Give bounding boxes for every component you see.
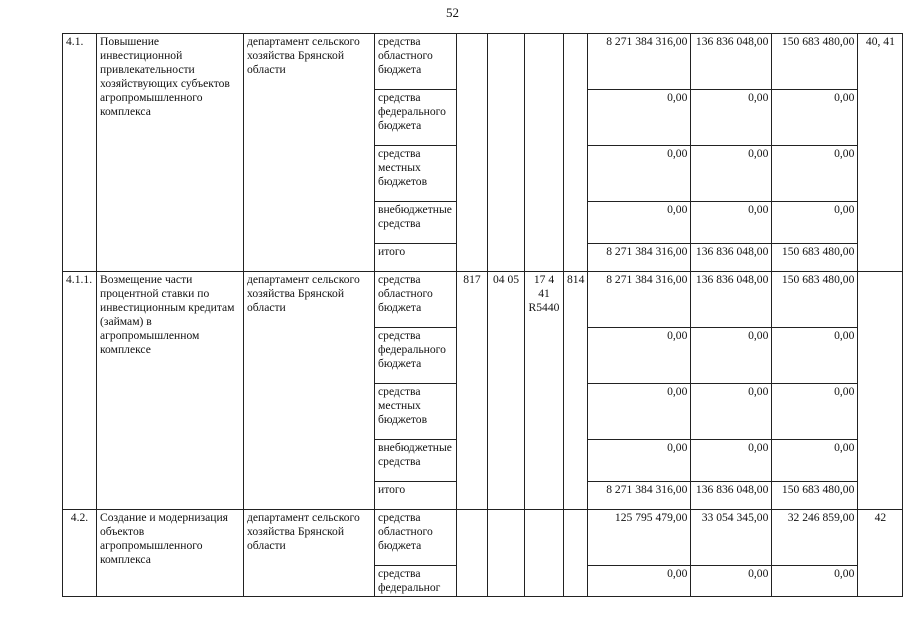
- amount-year-2: 136 836 048,00: [691, 482, 772, 510]
- amount-year-3: 150 683 480,00: [772, 272, 858, 328]
- amount-year-2: 0,00: [691, 566, 772, 597]
- amount-year-2: 0,00: [691, 90, 772, 146]
- amount-year-1: 0,00: [588, 328, 691, 384]
- funding-source: средства федерального бюджета: [375, 90, 457, 146]
- amount-year-1: 0,00: [588, 440, 691, 482]
- amount-year-2: 0,00: [691, 146, 772, 202]
- amount-year-3: 0,00: [772, 90, 858, 146]
- amount-year-3: 150 683 480,00: [772, 244, 858, 272]
- table-row: [63, 34, 903, 90]
- amount-year-3: 0,00: [772, 202, 858, 244]
- amount-year-3: 0,00: [772, 146, 858, 202]
- amount-year-2: 0,00: [691, 202, 772, 244]
- amount-year-3: 0,00: [772, 566, 858, 597]
- funding-source: итого: [375, 482, 457, 510]
- amount-year-2: 0,00: [691, 328, 772, 384]
- amount-year-2: 0,00: [691, 440, 772, 482]
- item-executor: департамент сельского хозяйства Брянской области: [244, 272, 375, 510]
- rz-code: 04 05: [488, 272, 525, 510]
- funding-source: средства федеральног: [375, 566, 457, 597]
- item-name: Возмещение части процентной ставки по инвестиционным кредитам (займам) в агропромышленном комплексе: [97, 272, 244, 510]
- funding-source: внебюджетные средства: [375, 440, 457, 482]
- csr-code: [525, 510, 564, 597]
- vr-code: [564, 510, 588, 597]
- grbs-code: [457, 510, 488, 597]
- amount-year-2: 0,00: [691, 384, 772, 440]
- amount-year-1: 125 795 479,00: [588, 510, 691, 566]
- funding-source: средства федерального бюджета: [375, 328, 457, 384]
- amount-year-2: 136 836 048,00: [691, 34, 772, 90]
- page-number: 52: [446, 5, 459, 20]
- amount-year-1: 0,00: [588, 566, 691, 597]
- funding-source: средства местных бюджетов: [375, 146, 457, 202]
- amount-year-1: 8 271 384 316,00: [588, 244, 691, 272]
- table-row: [63, 510, 903, 566]
- grbs-code: [457, 34, 488, 272]
- funding-source: средства областного бюджета: [375, 510, 457, 566]
- amount-year-3: 0,00: [772, 384, 858, 440]
- funding-source: внебюджетные средства: [375, 202, 457, 244]
- amount-year-3: 150 683 480,00: [772, 34, 858, 90]
- item-number: 4.1.: [63, 34, 97, 272]
- funding-source: итого: [375, 244, 457, 272]
- amount-year-2: 136 836 048,00: [691, 244, 772, 272]
- amount-year-1: 8 271 384 316,00: [588, 482, 691, 510]
- target-indicator: [858, 272, 903, 510]
- item-name: Создание и модернизация объектов агропромышленного комплекса: [97, 510, 244, 597]
- vr-code: [564, 34, 588, 272]
- target-indicator: 42: [858, 510, 903, 597]
- amount-year-3: 32 246 859,00: [772, 510, 858, 566]
- funding-source: средства областного бюджета: [375, 272, 457, 328]
- amount-year-1: 0,00: [588, 90, 691, 146]
- amount-year-3: 150 683 480,00: [772, 482, 858, 510]
- amount-year-1: 8 271 384 316,00: [588, 34, 691, 90]
- item-number: 4.1.1.: [63, 272, 97, 510]
- target-indicator: 40, 41: [858, 34, 903, 272]
- rz-code: [488, 510, 525, 597]
- amount-year-1: 0,00: [588, 202, 691, 244]
- amount-year-2: 33 054 345,00: [691, 510, 772, 566]
- amount-year-3: 0,00: [772, 328, 858, 384]
- grbs-code: 817: [457, 272, 488, 510]
- amount-year-1: 0,00: [588, 146, 691, 202]
- vr-code: 814: [564, 272, 588, 510]
- budget-table: [62, 33, 903, 597]
- funding-source: средства местных бюджетов: [375, 384, 457, 440]
- table-row: [63, 272, 903, 328]
- amount-year-2: 136 836 048,00: [691, 272, 772, 328]
- csr-code: 17 4 41 R5440: [525, 272, 564, 510]
- amount-year-3: 0,00: [772, 440, 858, 482]
- csr-code: [525, 34, 564, 272]
- amount-year-1: 0,00: [588, 384, 691, 440]
- rz-code: [488, 34, 525, 272]
- item-name: Повышение инвестиционной привлекательности хозяйствующих субъектов агропромышленного комплекса: [97, 34, 244, 272]
- item-executor: департамент сельского хозяйства Брянской области: [244, 510, 375, 597]
- item-executor: департамент сельского хозяйства Брянской области: [244, 34, 375, 272]
- funding-source: средства областного бюджета: [375, 34, 457, 90]
- amount-year-1: 8 271 384 316,00: [588, 272, 691, 328]
- item-number: 4.2.: [63, 510, 97, 597]
